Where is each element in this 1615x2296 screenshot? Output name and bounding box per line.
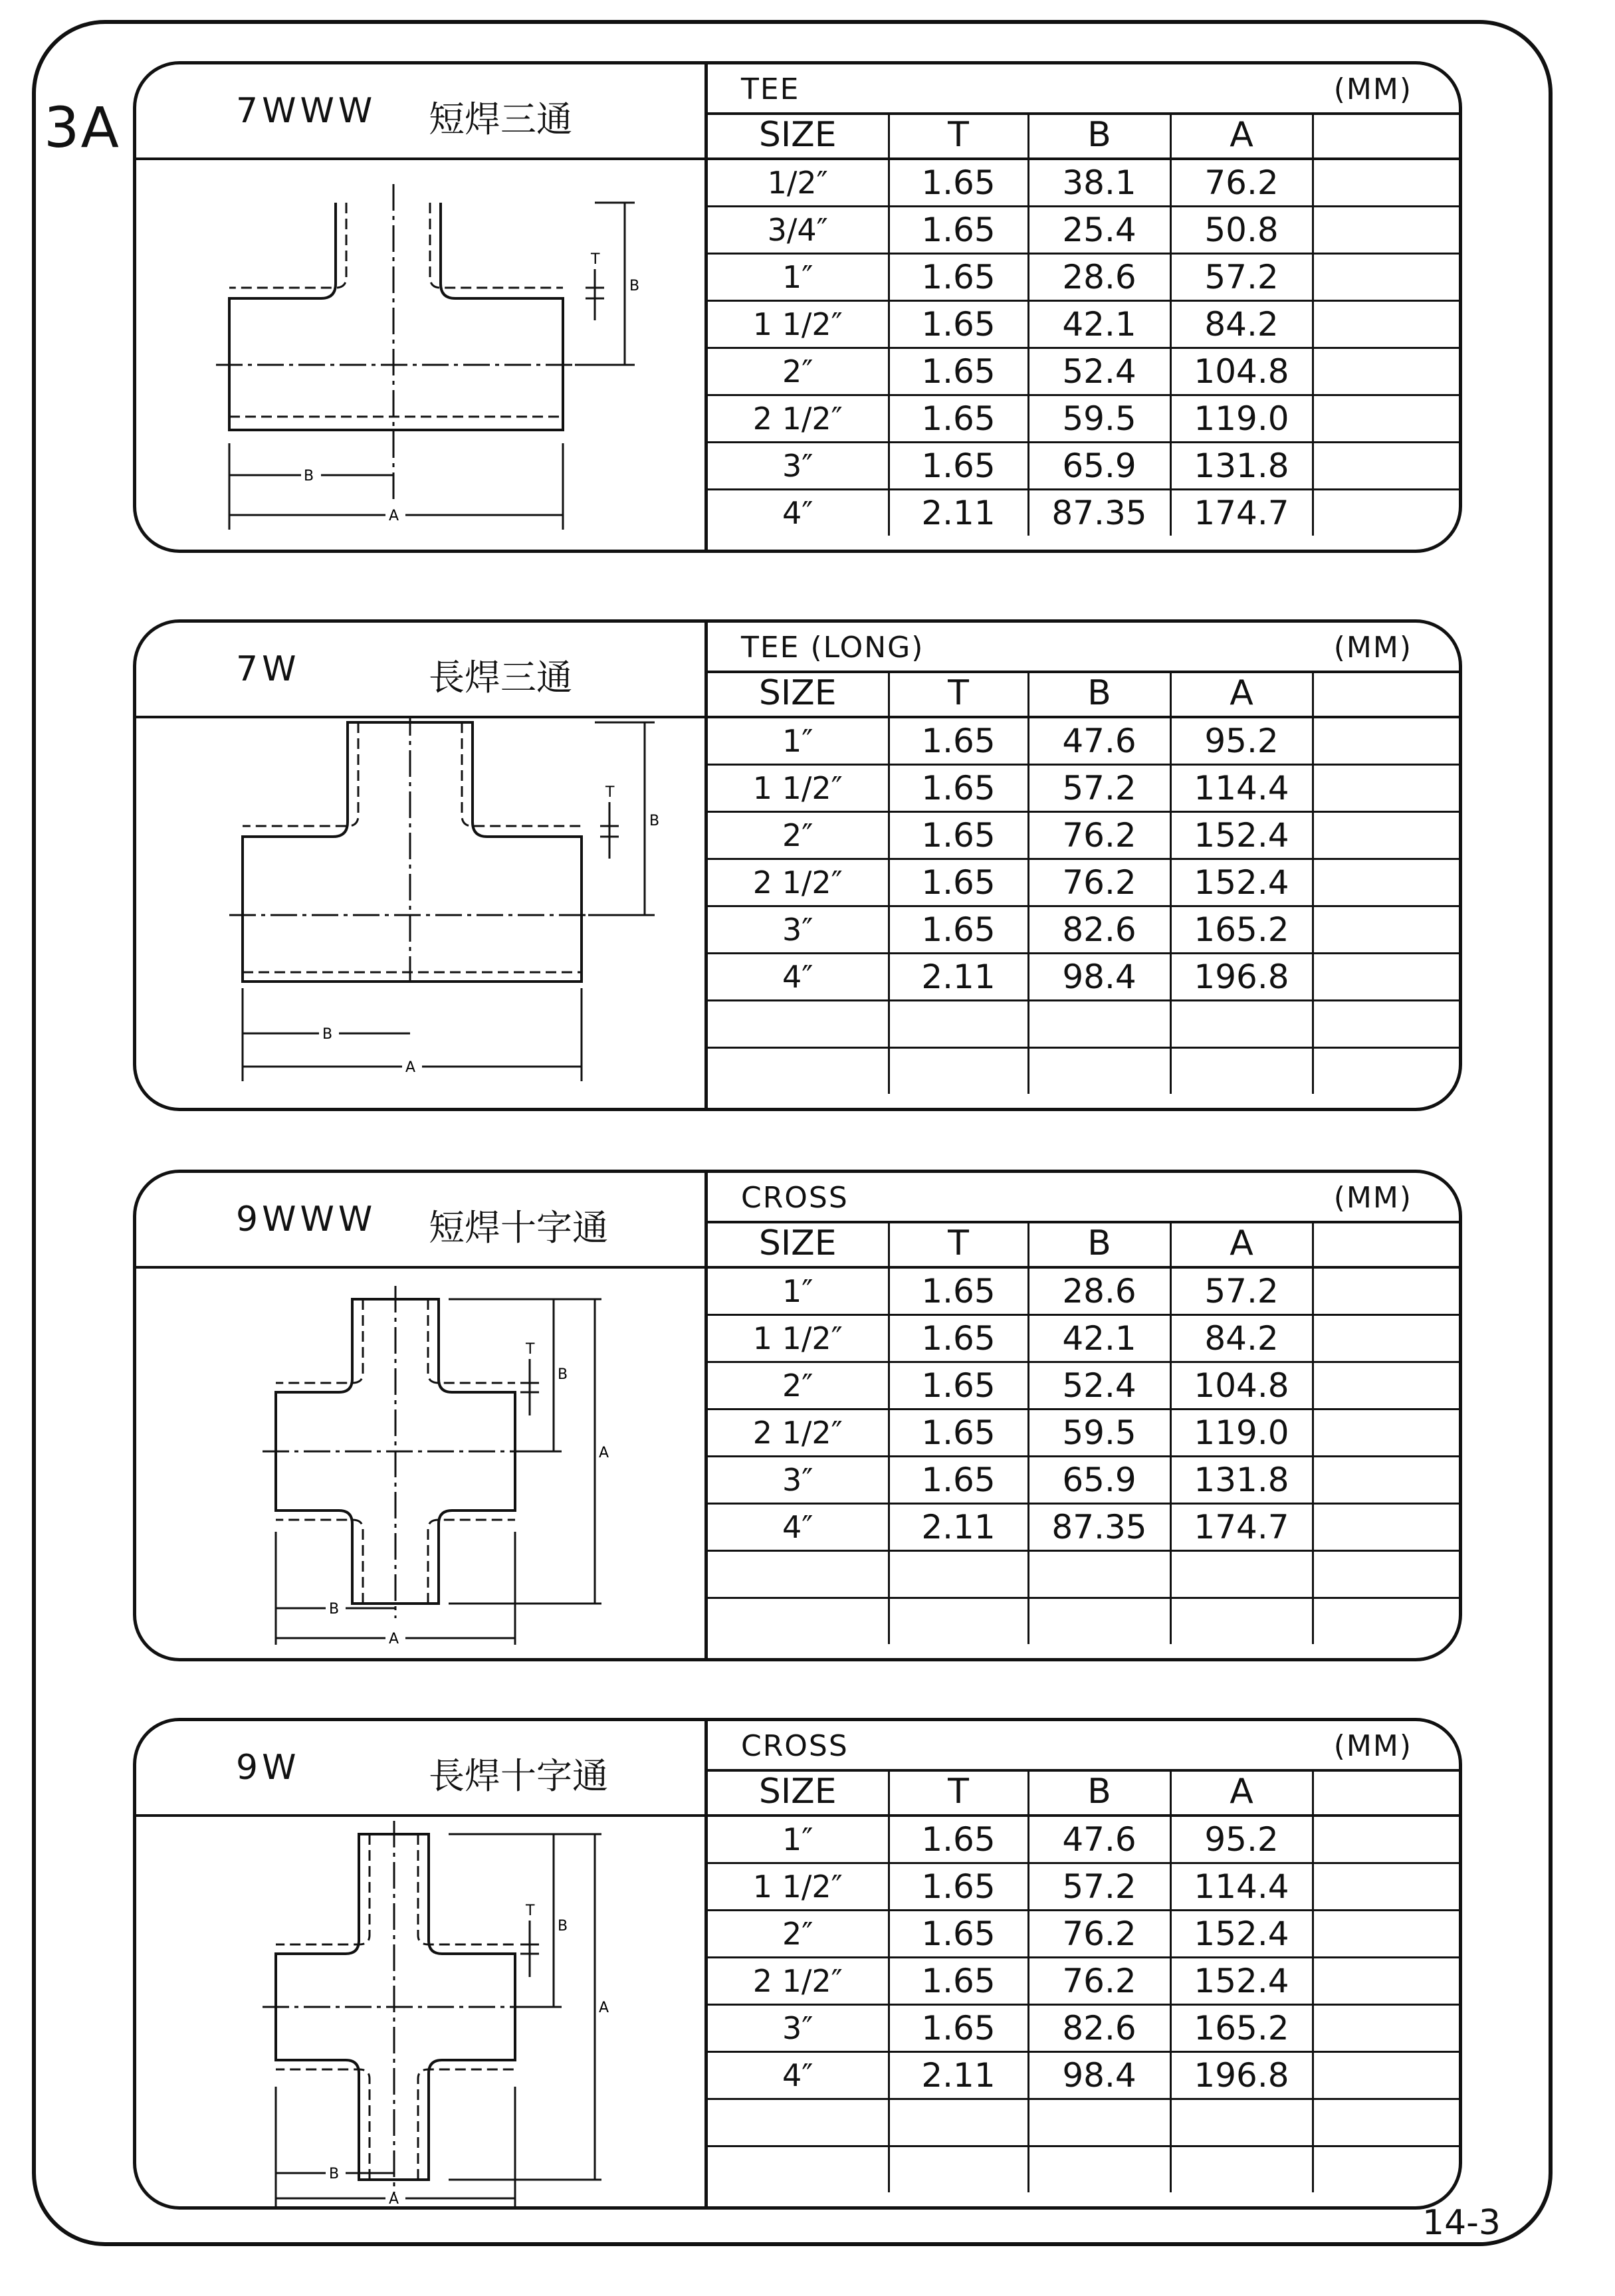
column-header: SIZE [708,112,889,159]
size-cell: 2″ [708,348,889,395]
size-cell: 1″ [708,717,889,765]
dim-t-label: T [526,1903,535,1919]
size-cell: 1 1/2″ [708,1863,889,1911]
column-header: A [1170,1769,1313,1816]
size-cell: 4″ [708,954,889,1001]
value-cell: 104.8 [1170,348,1313,395]
table-row [708,1048,1462,1095]
value-cell [889,1001,1028,1048]
table-row [708,1598,1462,1645]
value-cell [1028,1001,1170,1048]
value-cell: 1.65 [889,812,1028,859]
table-row [708,2146,1462,2193]
value-cell [1313,159,1462,207]
value-cell [1313,1048,1462,1095]
product-name: 短焊十字通 [429,1207,608,1249]
value-cell [889,2099,1028,2146]
column-header: T [889,1221,1028,1267]
value-cell [1170,1048,1313,1095]
value-cell: 28.6 [1028,1267,1170,1315]
table-row [708,348,1462,395]
value-cell [1170,1551,1313,1598]
value-cell: 59.5 [1028,1409,1170,1457]
table-row [708,490,1462,536]
size-cell [708,2099,889,2146]
table-row [708,1911,1462,1958]
value-cell: 65.9 [1028,1457,1170,1504]
value-cell: 1.65 [889,348,1028,395]
value-cell: 1.65 [889,1362,1028,1409]
value-cell [889,1048,1028,1095]
value-cell: 1.65 [889,765,1028,812]
size-cell: 3″ [708,1457,889,1504]
table-row [708,1001,1462,1048]
size-cell: 1 1/2″ [708,765,889,812]
value-cell [1313,812,1462,859]
table-row [708,1816,1462,1863]
value-cell: 1.65 [889,2005,1028,2052]
value-cell [1313,443,1462,490]
value-cell [1028,1048,1170,1095]
value-cell: 76.2 [1028,1958,1170,2005]
product-name: 長焊三通 [429,657,572,698]
dim-b-label: B [649,813,660,829]
value-cell: 84.2 [1170,301,1313,348]
value-cell [1313,301,1462,348]
value-cell [889,1551,1028,1598]
spec-table [708,112,1462,536]
value-cell [1313,254,1462,301]
size-cell [708,2146,889,2193]
table-row [708,2099,1462,2146]
table-header-row [708,112,1462,159]
column-header: B [1028,1769,1170,1816]
value-cell: 1.65 [889,1409,1028,1457]
value-cell [1170,1598,1313,1645]
spec-table-panel [704,1718,1462,2210]
value-cell: 47.6 [1028,1816,1170,1863]
product-code: 9WWW [236,1200,377,1239]
size-cell: 2 1/2″ [708,395,889,443]
value-cell: 38.1 [1028,159,1170,207]
table-header-row [708,1769,1462,1816]
value-cell: 2.11 [889,954,1028,1001]
value-cell: 25.4 [1028,207,1170,254]
table-row [708,301,1462,348]
size-cell [708,1551,889,1598]
value-cell [1313,1911,1462,1958]
column-header [1313,1769,1462,1816]
size-cell: 4″ [708,1504,889,1551]
value-cell: 98.4 [1028,2052,1170,2099]
value-cell [1313,1816,1462,1863]
table-row [708,254,1462,301]
size-cell: 2″ [708,812,889,859]
value-cell: 119.0 [1170,395,1313,443]
table-row [708,812,1462,859]
column-header [1313,112,1462,159]
table-row [708,954,1462,1001]
value-cell [1313,1958,1462,2005]
table-unit: (MM) [1333,1729,1412,1763]
table-row [708,159,1462,207]
size-cell: 3″ [708,443,889,490]
table-row [708,1315,1462,1362]
column-header: T [889,112,1028,159]
table-title-bar [708,1721,1459,1772]
dim-a-label: A [405,1059,416,1076]
value-cell [1313,1504,1462,1551]
drawing-panel [133,61,704,553]
column-header: A [1170,1221,1313,1267]
value-cell [1313,859,1462,906]
size-cell: 3″ [708,906,889,954]
drawing-panel [133,619,704,1111]
dim-a-side-label: A [599,2000,609,2016]
product-code: 9W [236,1748,300,1788]
table-row [708,2052,1462,2099]
spec-table [708,1221,1462,1644]
table-title: TEE (LONG) [741,631,924,665]
size-cell: 1″ [708,1816,889,1863]
table-row [708,1551,1462,1598]
table-row [708,2005,1462,2052]
dim-a-label: A [389,1631,399,1647]
drawing-header [136,623,704,718]
value-cell: 196.8 [1170,954,1313,1001]
size-cell: 3″ [708,2005,889,2052]
value-cell [1313,2146,1462,2193]
value-cell: 1.65 [889,1911,1028,1958]
value-cell: 1.65 [889,207,1028,254]
value-cell: 196.8 [1170,2052,1313,2099]
value-cell: 57.2 [1028,765,1170,812]
table-title: TEE [741,72,800,106]
size-cell: 1 1/2″ [708,301,889,348]
drawing-header [136,1721,704,1817]
column-header: SIZE [708,1221,889,1267]
spec-table [708,1769,1462,2192]
column-header [1313,1221,1462,1267]
table-row [708,1457,1462,1504]
value-cell: 95.2 [1170,1816,1313,1863]
table-row [708,859,1462,906]
value-cell [1313,348,1462,395]
value-cell [1170,1001,1313,1048]
value-cell [1313,1551,1462,1598]
value-cell: 52.4 [1028,1362,1170,1409]
size-cell: 2″ [708,1911,889,1958]
value-cell: 50.8 [1170,207,1313,254]
value-cell [1313,2052,1462,2099]
table-row [708,1863,1462,1911]
value-cell: 2.11 [889,1504,1028,1551]
value-cell: 65.9 [1028,443,1170,490]
table-unit: (MM) [1333,1181,1412,1215]
value-cell [1170,2146,1313,2193]
value-cell: 42.1 [1028,1315,1170,1362]
dim-a-label: A [389,2191,399,2206]
table-header-row [708,1221,1462,1267]
table-header-row [708,671,1462,717]
table-row [708,1504,1462,1551]
value-cell: 57.2 [1170,254,1313,301]
dim-b-bottom-label: B [304,468,314,484]
value-cell: 59.5 [1028,395,1170,443]
value-cell [1313,2005,1462,2052]
value-cell: 174.7 [1170,490,1313,536]
value-cell [889,2146,1028,2193]
dim-b-label: B [558,1366,568,1383]
table-row [708,1267,1462,1315]
cross-short-drawing [136,1266,704,1658]
value-cell [1313,1457,1462,1504]
value-cell [1028,2099,1170,2146]
value-cell: 1.65 [889,1315,1028,1362]
value-cell: 87.35 [1028,1504,1170,1551]
size-cell: 2 1/2″ [708,1409,889,1457]
size-cell: 1″ [708,1267,889,1315]
value-cell: 28.6 [1028,254,1170,301]
size-cell [708,1598,889,1645]
dim-b-bottom-label: B [322,1026,333,1043]
value-cell: 82.6 [1028,906,1170,954]
value-cell [1313,1409,1462,1457]
size-cell: 1/2″ [708,159,889,207]
drawing-panel [133,1170,704,1661]
size-cell: 3/4″ [708,207,889,254]
value-cell: 1.65 [889,443,1028,490]
tee-long-drawing [136,716,704,1108]
column-header: SIZE [708,1769,889,1816]
dim-b-bottom-label: B [329,2166,340,2182]
table-title-bar [708,1173,1459,1223]
dim-b-bottom-label: B [329,1601,340,1618]
value-cell: 131.8 [1170,1457,1313,1504]
product-code: 7WWW [236,91,377,131]
value-cell: 84.2 [1170,1315,1313,1362]
brand-mark: 3A [44,95,120,160]
value-cell: 1.65 [889,254,1028,301]
spec-table-panel [704,619,1462,1111]
size-cell: 4″ [708,490,889,536]
table-row [708,1362,1462,1409]
value-cell: 1.65 [889,717,1028,765]
value-cell [1313,1315,1462,1362]
value-cell: 114.4 [1170,1863,1313,1911]
value-cell [1313,207,1462,254]
value-cell: 174.7 [1170,1504,1313,1551]
value-cell [1313,765,1462,812]
size-cell: 2 1/2″ [708,859,889,906]
spec-table-panel [704,1170,1462,1661]
value-cell: 1.65 [889,1457,1028,1504]
value-cell [1313,717,1462,765]
value-cell: 52.4 [1028,348,1170,395]
drawing-panel [133,1718,704,2210]
section-tee-short [133,61,1462,553]
value-cell: 82.6 [1028,2005,1170,2052]
spec-table [708,671,1462,1094]
value-cell [1313,1863,1462,1911]
value-cell: 2.11 [889,2052,1028,2099]
value-cell [1028,1551,1170,1598]
table-row [708,765,1462,812]
value-cell: 1.65 [889,1863,1028,1911]
column-header: B [1028,671,1170,717]
product-code: 7W [236,649,300,689]
dim-t-label: T [591,251,600,268]
value-cell: 76.2 [1028,1911,1170,1958]
size-cell [708,1001,889,1048]
column-header [1313,671,1462,717]
value-cell: 42.1 [1028,301,1170,348]
table-row [708,443,1462,490]
value-cell: 165.2 [1170,2005,1313,2052]
column-header: A [1170,671,1313,717]
value-cell [1313,1598,1462,1645]
column-header: SIZE [708,671,889,717]
table-unit: (MM) [1333,631,1412,665]
value-cell: 98.4 [1028,954,1170,1001]
value-cell: 57.2 [1028,1863,1170,1911]
column-header: T [889,1769,1028,1816]
table-row [708,395,1462,443]
value-cell: 1.65 [889,1958,1028,2005]
table-row [708,1409,1462,1457]
value-cell: 165.2 [1170,906,1313,954]
value-cell [1313,906,1462,954]
column-header: T [889,671,1028,717]
value-cell: 152.4 [1170,1958,1313,2005]
dim-b-label: B [629,278,640,294]
value-cell: 1.65 [889,906,1028,954]
value-cell [1028,2146,1170,2193]
value-cell: 152.4 [1170,859,1313,906]
dim-b-label: B [558,1918,568,1934]
drawing-header [136,64,704,160]
table-row [708,207,1462,254]
value-cell [889,1598,1028,1645]
table-title-bar [708,64,1459,115]
value-cell [1313,1267,1462,1315]
value-cell [1313,490,1462,536]
value-cell: 47.6 [1028,717,1170,765]
table-title: CROSS [741,1181,849,1215]
value-cell: 152.4 [1170,1911,1313,1958]
value-cell: 87.35 [1028,490,1170,536]
value-cell: 131.8 [1170,443,1313,490]
table-title-bar [708,623,1459,673]
column-header: B [1028,1221,1170,1267]
section-cross-short [133,1170,1462,1661]
dim-a-side-label: A [599,1445,609,1461]
product-name: 長焊十字通 [429,1755,608,1797]
value-cell: 1.65 [889,159,1028,207]
table-title: CROSS [741,1729,849,1763]
value-cell: 57.2 [1170,1267,1313,1315]
dim-t-label: T [605,784,615,801]
product-name: 短焊三通 [429,98,572,140]
dim-a-label: A [389,508,399,524]
value-cell: 119.0 [1170,1409,1313,1457]
section-cross-long [133,1718,1462,2210]
value-cell [1028,1598,1170,1645]
table-row [708,906,1462,954]
value-cell [1313,1001,1462,1048]
table-unit: (MM) [1333,72,1412,106]
size-cell: 4″ [708,2052,889,2099]
value-cell: 152.4 [1170,812,1313,859]
value-cell: 76.2 [1170,159,1313,207]
value-cell [1313,2099,1462,2146]
value-cell: 1.65 [889,1267,1028,1315]
value-cell [1170,2099,1313,2146]
value-cell: 104.8 [1170,1362,1313,1409]
page-number: 14-3 [1422,2203,1501,2243]
table-row [708,717,1462,765]
size-cell: 2″ [708,1362,889,1409]
value-cell: 2.11 [889,490,1028,536]
column-header: A [1170,112,1313,159]
value-cell: 1.65 [889,1816,1028,1863]
value-cell [1313,395,1462,443]
size-cell: 1″ [708,254,889,301]
value-cell: 76.2 [1028,812,1170,859]
size-cell: 2 1/2″ [708,1958,889,2005]
size-cell [708,1048,889,1095]
value-cell [1313,1362,1462,1409]
value-cell: 1.65 [889,301,1028,348]
drawing-header [136,1173,704,1269]
size-cell: 1 1/2″ [708,1315,889,1362]
value-cell: 114.4 [1170,765,1313,812]
section-tee-long [133,619,1462,1111]
column-header: B [1028,112,1170,159]
value-cell [1313,954,1462,1001]
table-row [708,1958,1462,2005]
value-cell: 1.65 [889,395,1028,443]
tee-drawing [136,157,704,550]
value-cell: 1.65 [889,859,1028,906]
value-cell: 76.2 [1028,859,1170,906]
cross-long-drawing [136,1814,704,2206]
value-cell: 95.2 [1170,717,1313,765]
spec-table-panel [704,61,1462,553]
dim-t-label: T [526,1341,535,1358]
